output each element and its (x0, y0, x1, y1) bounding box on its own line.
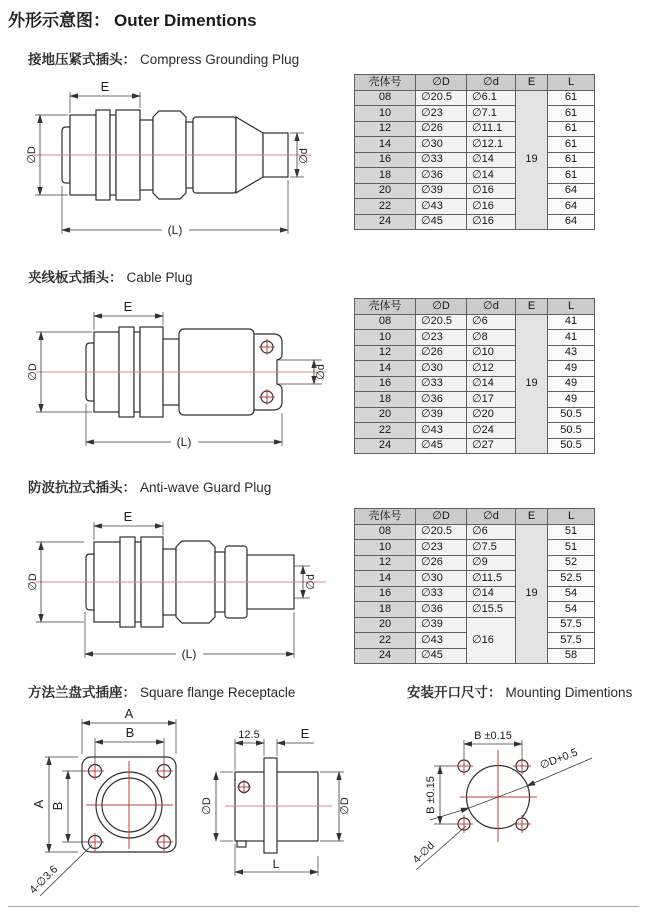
table-cell: 57.5 (548, 617, 595, 633)
dim-label-l: (L) (176, 435, 192, 449)
table-cable-plug (354, 298, 595, 454)
table-cell: 49 (548, 361, 595, 377)
table-row (355, 555, 595, 571)
table-cell: 52 (548, 555, 595, 571)
table-header-row (355, 299, 595, 315)
table-cell: 18 (355, 392, 416, 408)
table-cell: ∅11.1 (467, 121, 516, 137)
table-cell: 54 (548, 586, 595, 602)
table-cell: 54 (548, 602, 595, 618)
table-cell: 12 (355, 555, 416, 571)
table-cell: ∅12.1 (467, 137, 516, 153)
table-cell: 22 (355, 423, 416, 439)
table-cell: ∅43 (416, 423, 467, 439)
table-cell: 22 (355, 199, 416, 215)
section-label-zh: 安装开口尺寸： (407, 685, 502, 700)
table-row (355, 571, 595, 587)
page-title (8, 6, 257, 31)
table-cell: ∅6 (467, 314, 516, 330)
section-label-cable-plug (28, 266, 193, 286)
table-cell: ∅26 (416, 555, 467, 571)
table-cell: ∅36 (416, 168, 467, 184)
table-cell: ∅23 (416, 330, 467, 346)
table-cell: 16 (355, 152, 416, 168)
dim-label-l: (L) (167, 223, 183, 237)
table-cell: ∅26 (416, 121, 467, 137)
table-row (355, 407, 595, 423)
table-cell: 16 (355, 586, 416, 602)
section-label-en: Square flange Receptacle (140, 685, 296, 700)
dim-label-flange-holes: 4-∅3.6 (27, 863, 61, 897)
section-label-zh: 防波抗拉式插头： (28, 480, 136, 495)
table-cell: 24 (355, 438, 416, 454)
table-anti-wave-guard-plug (354, 508, 595, 664)
table-cell: 51 (548, 540, 595, 556)
table-cell: 50.5 (548, 438, 595, 454)
table-row (355, 199, 595, 215)
table-cell: 61 (548, 152, 595, 168)
drawing-flange-front-view (12, 698, 207, 910)
column-header: ∅D (416, 299, 467, 315)
column-header: 壳体号 (355, 509, 416, 525)
dim-label-od-small: ∅d (298, 148, 310, 164)
column-header: ∅d (467, 509, 516, 525)
table-row (355, 540, 595, 556)
table-cell: ∅10 (467, 345, 516, 361)
table-cell: ∅43 (416, 633, 467, 649)
table-cell: ∅30 (416, 361, 467, 377)
table-cell: 61 (548, 90, 595, 106)
dim-label-b-tolerance: B ±0.15 (425, 776, 437, 814)
dim-label-od: ∅D (27, 363, 39, 381)
drawing-mounting-hole-pattern (402, 698, 647, 910)
table-cell: ∅30 (416, 137, 467, 153)
table-cell: 18 (355, 168, 416, 184)
table-cell: 12 (355, 345, 416, 361)
flange-plate-side (264, 758, 277, 853)
table-row (355, 183, 595, 199)
page-title-en: Outer Dimentions (114, 11, 257, 30)
callout-flange-holes (27, 845, 92, 896)
table-header-row (355, 75, 595, 91)
table-cell: 61 (548, 106, 595, 122)
table-cell: ∅20 (467, 407, 516, 423)
dim-label-b: B (50, 801, 65, 811)
table-row (355, 361, 595, 377)
table-cell: ∅39 (416, 183, 467, 199)
table-cell: 16 (355, 376, 416, 392)
table-cell: ∅9 (467, 555, 516, 571)
callout-mounting-holes (411, 826, 466, 870)
footer-divider (8, 906, 639, 907)
table-row (355, 90, 595, 106)
table-row (355, 106, 595, 122)
table-cell: ∅6 (467, 524, 516, 540)
table-cell: 08 (355, 90, 416, 106)
table-cell: ∅45 (416, 214, 467, 230)
table-cell: ∅20.5 (416, 90, 467, 106)
table-cell: ∅14 (467, 152, 516, 168)
section-label-en: Cable Plug (126, 270, 193, 285)
table-cell: 10 (355, 540, 416, 556)
table-cell: 49 (548, 392, 595, 408)
column-header: ∅D (416, 509, 467, 525)
table-header-row (355, 509, 595, 525)
dimension-b-left (50, 771, 86, 842)
dim-label-flange-offset: 12.5 (238, 729, 260, 741)
dimension-od-right (320, 772, 351, 841)
table-cell: ∅43 (416, 199, 467, 215)
table-cell: ∅39 (416, 407, 467, 423)
table-row (355, 423, 595, 439)
table-cell: 24 (355, 214, 416, 230)
table-cell: ∅7.5 (467, 540, 516, 556)
table-cell: ∅16 (467, 183, 516, 199)
section-label-zh: 接地压紧式插头： (28, 52, 136, 67)
table-cell: 20 (355, 617, 416, 633)
table-row (355, 137, 595, 153)
table-cell: 49 (548, 376, 595, 392)
table-cell: 10 (355, 330, 416, 346)
column-header: E (516, 75, 548, 91)
table-cell: 10 (355, 106, 416, 122)
dim-label-e: E (123, 509, 133, 524)
column-header: L (548, 509, 595, 525)
table-cell: ∅11.5 (467, 571, 516, 587)
dimension-flange-offset (235, 729, 264, 770)
table-cell: 58 (548, 648, 595, 664)
section-label-zh: 方法兰盘式插座： (28, 685, 136, 700)
table-cell: 64 (548, 183, 595, 199)
dimension-e (94, 509, 163, 540)
table-cell: 50.5 (548, 407, 595, 423)
dim-label-e: E (100, 79, 110, 94)
table-cell: ∅33 (416, 586, 467, 602)
section-label-zh: 夹线板式插头： (28, 270, 123, 285)
table-cell: ∅23 (416, 540, 467, 556)
table-cell: 14 (355, 361, 416, 377)
table-cell: ∅36 (416, 392, 467, 408)
table-cell: ∅14 (467, 376, 516, 392)
column-header: L (548, 299, 595, 315)
table-cell: ∅39 (416, 617, 467, 633)
drawing-cable-plug (26, 292, 344, 460)
table-cell: ∅6.1 (467, 90, 516, 106)
table-cell: ∅15.5 (467, 602, 516, 618)
table-cell: 41 (548, 330, 595, 346)
table-cell: ∅45 (416, 648, 467, 664)
table-cell: 19 (516, 524, 548, 664)
dim-label-l: (L) (181, 647, 197, 661)
dimension-e (70, 79, 140, 113)
table-cell: 22 (355, 633, 416, 649)
table-cell: 43 (548, 345, 595, 361)
table-cell: ∅20.5 (416, 524, 467, 540)
table-cell: 41 (548, 314, 595, 330)
column-header: L (548, 75, 595, 91)
table-cell: 20 (355, 407, 416, 423)
table-row (355, 438, 595, 454)
column-header: ∅d (467, 75, 516, 91)
table-cell: ∅16 (467, 199, 516, 215)
table-cell: 20 (355, 183, 416, 199)
table-cell: ∅14 (467, 168, 516, 184)
column-header: 壳体号 (355, 299, 416, 315)
table-row (355, 330, 595, 346)
table-row (355, 214, 595, 230)
table-cell: 51 (548, 524, 595, 540)
dim-label-a: A (124, 706, 134, 721)
column-header: 壳体号 (355, 75, 416, 91)
column-header: ∅d (467, 299, 516, 315)
table-cell: ∅45 (416, 438, 467, 454)
table-cell: ∅20.5 (416, 314, 467, 330)
table-row (355, 345, 595, 361)
table-cell: ∅26 (416, 345, 467, 361)
section-label-anti-wave-guard-plug (28, 476, 271, 496)
table-cell: ∅23 (416, 106, 467, 122)
table-row (355, 602, 595, 618)
table-cell: 24 (355, 648, 416, 664)
drawing-compress-grounding-plug (26, 72, 344, 244)
table-cell: 64 (548, 199, 595, 215)
table-cell: 14 (355, 137, 416, 153)
table-cell: ∅12 (467, 361, 516, 377)
table-cell: 19 (516, 90, 548, 230)
table-cell: 08 (355, 524, 416, 540)
column-header: ∅D (416, 75, 467, 91)
table-row (355, 314, 595, 330)
table-cell: ∅30 (416, 571, 467, 587)
dim-label-cutout-diameter: ∅D+0.5 (538, 746, 580, 772)
table-cell: 61 (548, 121, 595, 137)
table-cell: 19 (516, 314, 548, 454)
table-row (355, 392, 595, 408)
column-header: E (516, 299, 548, 315)
table-cell: ∅27 (467, 438, 516, 454)
table-cell: 61 (548, 137, 595, 153)
table-cell: ∅16 (467, 214, 516, 230)
table-cell: ∅33 (416, 376, 467, 392)
table-cell: 18 (355, 602, 416, 618)
section-label-en: Anti-wave Guard Plug (140, 480, 272, 495)
table-cell: 57.5 (548, 633, 595, 649)
table-cell: 14 (355, 571, 416, 587)
section-label-compress-grounding-plug (28, 48, 299, 68)
dim-label-b: B (125, 725, 135, 740)
dimension-b-top (464, 730, 522, 757)
section-label-en: Mounting Dimentions (505, 685, 633, 700)
dimension-e (277, 726, 314, 756)
table-cell: 52.5 (548, 571, 595, 587)
dimension-od-left (201, 772, 233, 841)
dim-label-od-small: ∅d (305, 574, 317, 590)
table-row (355, 152, 595, 168)
dimension-e (94, 299, 163, 330)
dim-label-e: E (300, 726, 310, 741)
table-row (355, 168, 595, 184)
table-cell: 08 (355, 314, 416, 330)
section-label-en: Compress Grounding Plug (140, 52, 300, 67)
table-cell: ∅33 (416, 152, 467, 168)
polarizing-key (237, 841, 246, 847)
table-cell: ∅8 (467, 330, 516, 346)
dimension-b-left (425, 766, 455, 824)
dim-label-l: L (272, 857, 280, 871)
table-row (355, 617, 595, 633)
table-row (355, 376, 595, 392)
dim-label-a: A (31, 799, 46, 809)
table-row (355, 121, 595, 137)
drawing-anti-wave-guard-plug (26, 502, 344, 670)
page-title-zh: 外形示意图： (8, 11, 110, 30)
table-cell: ∅7.1 (467, 106, 516, 122)
drawing-receptacle-side-view (192, 698, 357, 910)
dim-label-b-tolerance: B ±0.15 (474, 730, 512, 742)
table-cell: ∅14 (467, 586, 516, 602)
table-cell: ∅24 (467, 423, 516, 439)
table-cell: 61 (548, 168, 595, 184)
table-cell: 50.5 (548, 423, 595, 439)
table-row (355, 524, 595, 540)
table-cell: ∅36 (416, 602, 467, 618)
dim-label-od: ∅D (26, 146, 38, 164)
dim-label-od: ∅D (339, 797, 351, 815)
table-cell: 12 (355, 121, 416, 137)
dim-label-od: ∅D (27, 573, 39, 591)
table-row (355, 586, 595, 602)
column-header: E (516, 509, 548, 525)
table-compress-grounding-plug (354, 74, 595, 230)
dim-label-od-small: ∅d (315, 364, 327, 380)
dim-label-od: ∅D (201, 797, 213, 815)
table-cell: 64 (548, 214, 595, 230)
table-cell: ∅16 (467, 617, 516, 664)
dim-label-mounting-holes: 4-∅d (410, 839, 438, 867)
table-cell: ∅17 (467, 392, 516, 408)
dim-label-e: E (123, 299, 133, 314)
